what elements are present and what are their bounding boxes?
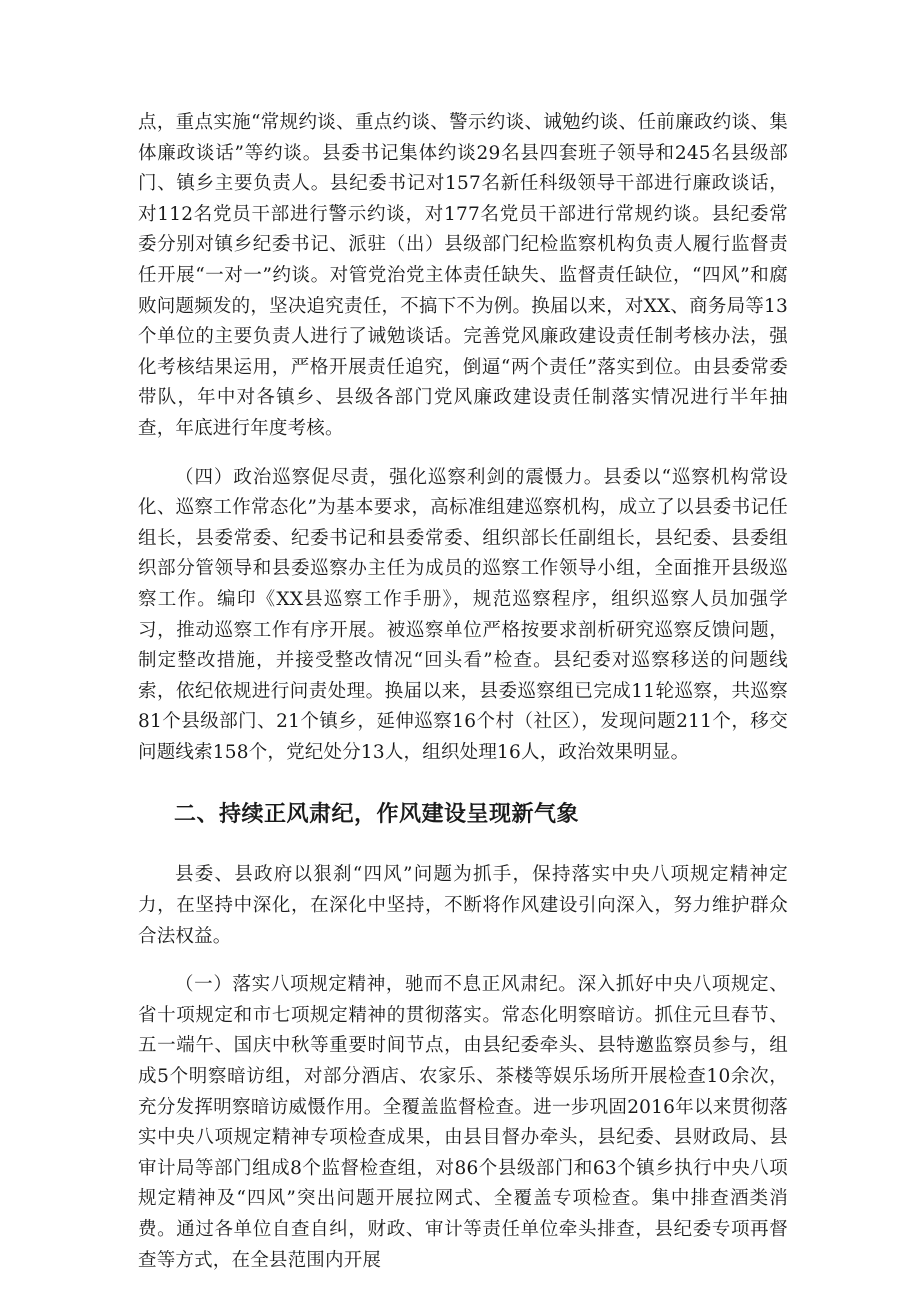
section-heading-2: 二、持续正风肃纪，作风建设呈现新气象 [174, 802, 580, 828]
paragraph-section-2-intro: 县委、县政府以狠刹“四风”问题为抓手，保持落实中央八项规定精神定力，在坚持中深化，在深化中坚持，不断将作风建设引向深入，努力维护群众合法权益。 [138, 864, 788, 947]
paragraph-continued-interviews: 点，重点实施“常规约谈、重点约谈、警示约谈、诫勉约谈、任前廉政约谈、集体廉政谈话”等约谈。县委书记集体约谈29名县四套班子领导和245名县级部门、镇乡主要负责人。县纪委书记对157名新任科级领导干部进行廉政谈话，对112名党员干部进行警示约谈，对177名党员干部进行常规约谈。县纪委常委分别对镇乡纪委书记、派驻（出）县级部门纪检监察机构负责人履行监督责任开展“一对一”约谈。对管党治党主体责任缺失、监督责任缺位，“四风”和腐败问题频发的，坚决追究责任，不搞下不为例。换届以来，对XX、商务局等13个单位的主要负责人进行了诫勉谈话。完善党风廉政建设责任制考核办法，强化考核结果运用，严格开展责任追究，倒逼“两个责任”落实到位。由县委常委带队，年中对各镇乡、县级各部门党风廉政建设责任制落实情况进行半年抽查，年底进行年度考核。 [138, 112, 788, 439]
paragraph-eight-rules: （一）落实八项规定精神，驰而不息正风肃纪。深入抓好中央八项规定、省十项规定和市七项规定精神的贯彻落实。常态化明察暗访。抓住元旦春节、五一端午、国庆中秋等重要时间节点，由县纪委牵头、县特邀监察员参与，组成5个明察暗访组，对部分酒店、农家乐、茶楼等娱乐场所开展检查10余次，充分发挥明察暗访威慑作用。全覆盖监督检查。进一步巩固2016年以来贯彻落实中央八项规定精神专项检查成果，由县目督办牵头，县纪委、县财政局、县审计局等部门组成8个监督检查组，对86个县级部门和63个镇乡执行中央八项规定精神及“四风”突出问题开展拉网式、全覆盖专项检查。集中排查酒类消费。通过各单位自查自纠，财政、审计等责任单位牵头排查，县纪委专项再督查等方式，在全县范围内开展 [138, 974, 788, 1271]
paragraph-inspection-section-4: （四）政治巡察促尽责，强化巡察利剑的震慑力。县委以“巡察机构常设化、巡察工作常态化”为基本要求，高标准组建巡察机构，成立了以县委书记任组长，县委常委、纪委书记和县委常委、组织部长任副组长，县纪委、县委组织部分管领导和县委巡察办主任为成员的巡察工作领导小组，全面推开县级巡察工作。编印《XX县巡察工作手册》，规范巡察程序，组织巡察人员加强学习，推动巡察工作有序开展。被巡察单位严格按要求剖析研究巡察反馈问题，制定整改措施，并接受整改情况“回头看”检查。县纪委对巡察移送的问题线索，依纪依规进行问责处理。换届以来，县委巡察组已完成11轮巡察，共巡察81个县级部门、21个镇乡，延伸巡察16个村（社区），发现问题211个，移交问题线索158个，党纪处分13人，组织处理16人，政治效果明显。 [138, 466, 788, 763]
document-body [138, 108, 788, 1276]
